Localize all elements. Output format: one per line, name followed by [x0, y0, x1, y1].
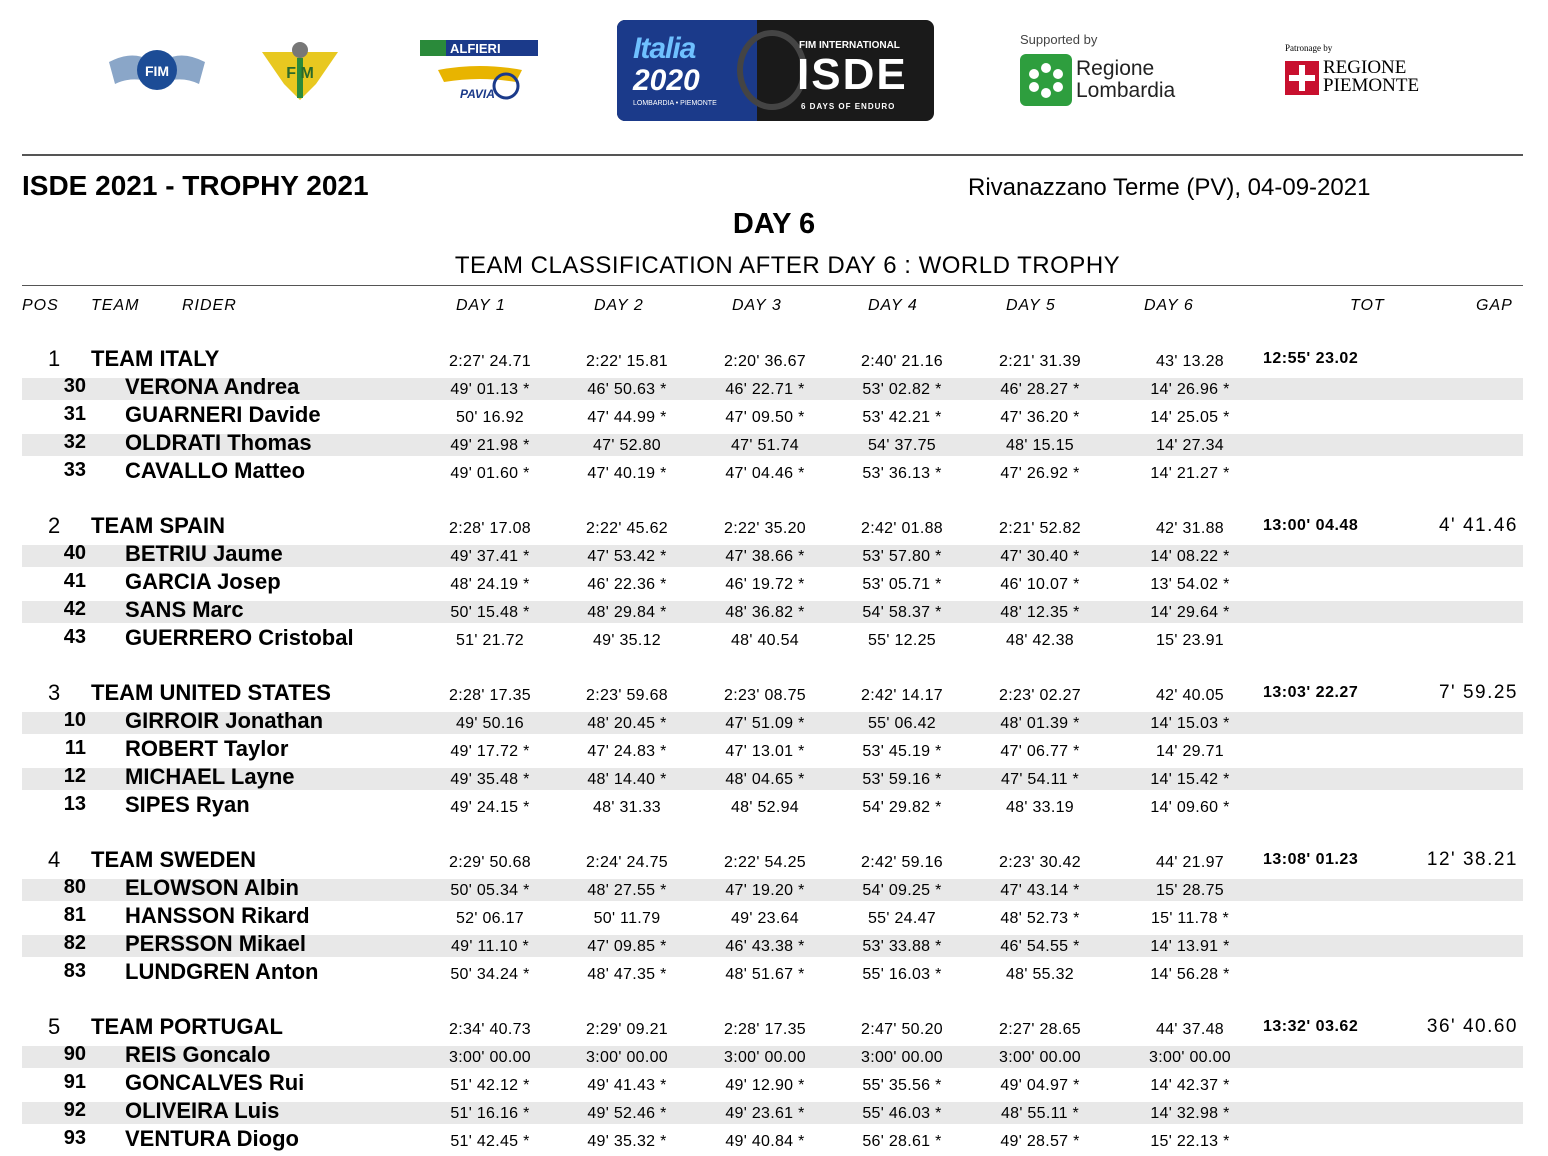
team-day6-time: 42' 40.05 — [1155, 687, 1225, 704]
rider-day6-time: 13' 54.02 * — [1150, 576, 1230, 593]
rider-day5-time: 48' 55.32 — [1005, 966, 1075, 983]
regione-piemonte-line1: REGIONE — [1323, 57, 1407, 78]
rider-day5-time: 48' 42.38 — [1005, 632, 1075, 649]
team-day5-time: 2:21' 31.39 — [999, 353, 1081, 370]
rider-day1-time: 49' 11.10 * — [450, 938, 530, 955]
rider-day4-time: 53' 05.71 * — [862, 576, 942, 593]
top-divider — [22, 154, 1523, 156]
team-day2-time: 2:22' 45.62 — [586, 520, 668, 537]
col-header-tot: TOT — [1350, 297, 1385, 314]
team-day1-time: 2:29' 50.68 — [449, 854, 531, 871]
rider-day4-time: 53' 42.21 * — [862, 409, 942, 426]
rider-day1-time: 3:00' 00.00 — [449, 1049, 531, 1066]
rider-number: 93 — [63, 1127, 86, 1149]
rider-day6-time: 15' 22.13 * — [1150, 1133, 1230, 1150]
rider-day6-time: 14' 08.22 * — [1150, 548, 1230, 565]
rider-day2-time: 47' 40.19 * — [587, 465, 667, 482]
rider-day5-time: 47' 36.20 * — [1000, 409, 1080, 426]
rider-day5-time: 47' 54.11 * — [1000, 771, 1080, 788]
team-total-time: 13:08' 01.23 — [1263, 851, 1359, 868]
team-day6-time: 44' 37.48 — [1155, 1021, 1225, 1038]
team-name: TEAM UNITED STATES — [91, 680, 331, 705]
team-position: 5 — [48, 1014, 61, 1039]
rider-day3-time: 47' 19.20 * — [725, 882, 805, 899]
rider-day6-time: 14' 25.05 * — [1150, 409, 1230, 426]
rider-day4-time: 53' 02.82 * — [862, 381, 942, 398]
team-day6-time: 42' 31.88 — [1155, 520, 1225, 537]
supported-by-text: Supported by — [1020, 32, 1098, 47]
rider-day4-time: 53' 33.88 * — [862, 938, 942, 955]
rider-name: SIPES Ryan — [125, 792, 250, 817]
rider-day5-time: 46' 54.55 * — [1000, 938, 1080, 955]
rider-name: ELOWSON Albin — [125, 875, 299, 900]
alfieri-text: ALFIERI — [450, 41, 501, 56]
rider-day4-time: 3:00' 00.00 — [861, 1049, 943, 1066]
rider-day1-time: 51' 21.72 — [455, 632, 525, 649]
rider-day1-time: 49' 21.98 * — [450, 437, 530, 454]
team-day1-time: 2:28' 17.08 — [449, 520, 531, 537]
rider-day6-time: 14' 42.37 * — [1150, 1077, 1230, 1094]
team-day6-time: 43' 13.28 — [1155, 353, 1225, 370]
rider-day6-time: 15' 11.78 * — [1150, 910, 1230, 927]
fim-logo — [107, 42, 207, 98]
lombardia-rose-icon — [1020, 54, 1072, 106]
team-name: TEAM SPAIN — [91, 513, 226, 538]
rider-day3-time: 46' 22.71 * — [725, 381, 805, 398]
rider-day2-time: 49' 35.12 — [592, 632, 662, 649]
rider-day4-time: 53' 59.16 * — [862, 771, 942, 788]
rider-number: 10 — [63, 709, 86, 731]
svg-text:FIM: FIM — [144, 63, 170, 79]
motoclub-pavia-alfieri-logo — [420, 38, 538, 104]
rider-name: OLDRATI Thomas — [125, 430, 312, 455]
team-position: 2 — [48, 513, 61, 538]
team-day5-time: 2:27' 28.65 — [999, 1021, 1081, 1038]
rider-day2-time: 47' 24.83 * — [587, 743, 667, 760]
rider-number: 13 — [63, 793, 86, 815]
team-day1-time: 2:27' 24.71 — [449, 353, 531, 370]
rider-day4-time: 54' 09.25 * — [862, 882, 942, 899]
rider-day6-time: 14' 26.96 * — [1150, 381, 1230, 398]
rider-day5-time: 46' 28.27 * — [1000, 381, 1080, 398]
rider-number: 81 — [63, 904, 86, 926]
team-day6-time: 44' 21.97 — [1155, 854, 1225, 871]
team-position: 1 — [48, 346, 61, 371]
rider-day4-time: 55' 16.03 * — [862, 966, 942, 983]
regione-piemonte-logo — [1283, 43, 1420, 98]
svg-text:F M: F M — [286, 65, 314, 82]
team-day3-time: 2:22' 54.25 — [724, 854, 806, 871]
rider-day5-time: 49' 28.57 * — [1000, 1133, 1080, 1150]
rider-day6-time: 3:00' 00.00 — [1149, 1049, 1231, 1066]
team-position: 3 — [48, 680, 61, 705]
rider-day1-time: 50' 05.34 * — [450, 882, 530, 899]
rider-day6-time: 15' 28.75 — [1155, 882, 1225, 899]
rider-day6-time: 15' 23.91 — [1155, 632, 1225, 649]
col-header-day6: DAY 6 — [1144, 297, 1194, 314]
rider-day1-time: 49' 37.41 * — [450, 548, 530, 565]
rider-number: 31 — [63, 403, 86, 425]
rider-day5-time: 47' 30.40 * — [1000, 548, 1080, 565]
rider-day5-time: 46' 10.07 * — [1000, 576, 1080, 593]
rider-number: 83 — [63, 960, 86, 982]
team-name: TEAM PORTUGAL — [91, 1014, 283, 1039]
regione-lombardia-line2: Lombardia — [1076, 79, 1176, 102]
rider-day1-time: 49' 01.60 * — [450, 465, 530, 482]
day-title: DAY 6 — [732, 208, 816, 240]
team-day2-time: 2:24' 24.75 — [586, 854, 668, 871]
rider-day4-time: 53' 45.19 * — [862, 743, 942, 760]
rider-day2-time: 48' 27.55 * — [587, 882, 667, 899]
rider-number: 43 — [63, 626, 86, 648]
isde-fim-text: FIM INTERNATIONAL — [799, 40, 900, 51]
rider-number: 90 — [63, 1043, 86, 1065]
col-header-pos: POS — [22, 297, 59, 314]
rider-day1-time: 49' 35.48 * — [450, 771, 530, 788]
rider-day4-time: 54' 29.82 * — [862, 799, 942, 816]
team-day4-time: 2:42' 59.16 — [861, 854, 943, 871]
isde-italia-text: Italia — [633, 32, 696, 65]
rider-day1-time: 51' 16.16 * — [450, 1105, 530, 1122]
rider-day6-time: 14' 15.03 * — [1150, 715, 1230, 732]
piemonte-shield-icon — [1285, 61, 1319, 95]
rider-name: GUERRERO Cristobal — [125, 625, 354, 650]
rider-day3-time: 48' 51.67 * — [725, 966, 805, 983]
team-day2-time: 2:23' 59.68 — [586, 687, 668, 704]
rider-day1-time: 48' 24.19 * — [450, 576, 530, 593]
rider-day2-time: 48' 20.45 * — [587, 715, 667, 732]
rider-day2-time: 48' 29.84 * — [587, 604, 667, 621]
rider-day6-time: 14' 29.71 — [1155, 743, 1225, 760]
rider-day6-time: 14' 09.60 * — [1150, 799, 1230, 816]
team-day5-time: 2:23' 30.42 — [999, 854, 1081, 871]
rider-day5-time: 47' 26.92 * — [1000, 465, 1080, 482]
team-name: TEAM SWEDEN — [91, 847, 256, 872]
rider-day3-time: 47' 13.01 * — [725, 743, 805, 760]
team-total-time: 13:03' 22.27 — [1263, 684, 1359, 701]
team-day3-time: 2:22' 35.20 — [724, 520, 806, 537]
isde-year-text: 2020 — [633, 64, 700, 97]
rider-name: HANSSON Rikard — [125, 903, 310, 928]
rider-day4-time: 56' 28.61 * — [862, 1133, 942, 1150]
regione-piemonte-line2: PIEMONTE — [1323, 75, 1420, 96]
rider-number: 32 — [63, 431, 86, 453]
rider-name: REIS Goncalo — [125, 1042, 271, 1067]
rider-name: GIRROIR Jonathan — [125, 708, 324, 733]
rider-day2-time: 3:00' 00.00 — [586, 1049, 668, 1066]
rider-day2-time: 47' 44.99 * — [587, 409, 667, 426]
rider-day6-time: 14' 27.34 — [1155, 437, 1225, 454]
rider-day6-time: 14' 13.91 * — [1150, 938, 1230, 955]
rider-day1-time: 50' 16.92 — [455, 409, 525, 426]
team-day4-time: 2:47' 50.20 — [861, 1021, 943, 1038]
regione-lombardia-logo — [1018, 32, 1208, 112]
rider-name: GONCALVES Rui — [125, 1070, 305, 1095]
rider-name: MICHAEL Layne — [125, 764, 295, 789]
rider-day3-time: 48' 40.54 — [730, 632, 800, 649]
rider-day2-time: 47' 52.80 — [592, 437, 662, 454]
team-day5-time: 2:21' 52.82 — [999, 520, 1081, 537]
rider-day3-time: 49' 40.84 * — [725, 1133, 805, 1150]
col-header-rider: RIDER — [182, 297, 237, 314]
rider-day4-time: 55' 46.03 * — [862, 1105, 942, 1122]
rider-day4-time: 55' 35.56 * — [862, 1077, 942, 1094]
rider-day3-time: 47' 09.50 * — [725, 409, 805, 426]
isde-italia-2020-logo — [617, 20, 934, 121]
rider-day6-time: 14' 56.28 * — [1150, 966, 1230, 983]
rider-day3-time: 47' 51.74 — [730, 437, 800, 454]
isde-days-text: 6 DAYS OF ENDURO — [801, 102, 896, 111]
rider-day1-time: 50' 15.48 * — [450, 604, 530, 621]
rider-number: 91 — [63, 1071, 86, 1093]
rider-number: 40 — [63, 542, 86, 564]
col-header-day5: DAY 5 — [1006, 297, 1056, 314]
rider-day1-time: 49' 01.13 * — [450, 381, 530, 398]
rider-name: GUARNERI Davide — [125, 402, 321, 427]
col-header-day2: DAY 2 — [594, 297, 644, 314]
rider-day5-time: 47' 43.14 * — [1000, 882, 1080, 899]
col-header-gap: GAP — [1476, 297, 1513, 314]
team-day1-time: 2:28' 17.35 — [449, 687, 531, 704]
rider-number: 33 — [63, 459, 86, 481]
rider-day3-time: 47' 51.09 * — [725, 715, 805, 732]
rider-day5-time: 48' 33.19 — [1005, 799, 1075, 816]
rider-day5-time: 48' 01.39 * — [1000, 715, 1080, 732]
header-divider — [22, 285, 1523, 286]
pavia-text: PAVIA — [460, 87, 495, 101]
rider-day6-time: 14' 15.42 * — [1150, 771, 1230, 788]
rider-day2-time: 48' 14.40 * — [587, 771, 667, 788]
rider-day6-time: 14' 21.27 * — [1150, 465, 1230, 482]
rider-day2-time: 47' 09.85 * — [587, 938, 667, 955]
rider-day1-time: 51' 42.45 * — [450, 1133, 530, 1150]
rider-day2-time: 49' 41.43 * — [587, 1077, 667, 1094]
team-gap: 36' 40.60 — [1426, 1016, 1518, 1037]
team-day2-time: 2:22' 15.81 — [586, 353, 668, 370]
rider-day3-time: 48' 52.94 — [730, 799, 800, 816]
team-day2-time: 2:29' 09.21 — [586, 1021, 668, 1038]
rider-name: BETRIU Jaume — [125, 541, 283, 566]
patronage-text: Patronage by — [1285, 43, 1333, 53]
rider-day3-time: 3:00' 00.00 — [724, 1049, 806, 1066]
rider-day6-time: 14' 29.64 * — [1150, 604, 1230, 621]
team-day4-time: 2:40' 21.16 — [861, 353, 943, 370]
rider-number: 92 — [63, 1099, 86, 1121]
rider-day2-time: 47' 53.42 * — [587, 548, 667, 565]
isde-big-text: ISDE — [797, 50, 908, 99]
rider-number: 41 — [63, 570, 86, 592]
rider-day5-time: 49' 04.97 * — [1000, 1077, 1080, 1094]
rider-day3-time: 48' 36.82 * — [725, 604, 805, 621]
rider-name: CAVALLO Matteo — [125, 458, 306, 483]
rider-day3-time: 46' 43.38 * — [725, 938, 805, 955]
rider-name: GARCIA Josep — [125, 569, 281, 594]
rider-day3-time: 49' 23.61 * — [725, 1105, 805, 1122]
rider-day1-time: 49' 17.72 * — [450, 743, 530, 760]
team-day4-time: 2:42' 14.17 — [861, 687, 943, 704]
team-name: TEAM ITALY — [91, 346, 220, 371]
team-day4-time: 2:42' 01.88 — [861, 520, 943, 537]
team-day3-time: 2:20' 36.67 — [724, 353, 806, 370]
rider-day2-time: 48' 47.35 * — [587, 966, 667, 983]
team-day1-time: 2:34' 40.73 — [449, 1021, 531, 1038]
event-title: ISDE 2021 - TROPHY 2021 — [22, 170, 369, 201]
rider-name: PERSSON Mikael — [125, 931, 306, 956]
rider-number: 12 — [63, 765, 86, 787]
team-total-time: 13:32' 03.62 — [1263, 1018, 1359, 1035]
rider-number: 30 — [63, 375, 86, 397]
rider-day2-time: 50' 11.79 — [593, 910, 661, 927]
rider-day4-time: 55' 12.25 — [867, 632, 937, 649]
fmi-logo — [260, 38, 340, 102]
rider-number: 80 — [63, 876, 86, 898]
rider-name: LUNDGREN Anton — [125, 959, 319, 984]
rider-day3-time: 49' 12.90 * — [725, 1077, 805, 1094]
rider-day3-time: 47' 38.66 * — [725, 548, 805, 565]
col-header-day1: DAY 1 — [456, 297, 506, 314]
event-place-date: Rivanazzano Terme (PV), 04-09-2021 — [968, 174, 1371, 201]
rider-day6-time: 14' 32.98 * — [1150, 1105, 1230, 1122]
rider-day5-time: 47' 06.77 * — [1000, 743, 1080, 760]
isde-region-text: LOMBARDIA • PIEMONTE — [633, 100, 717, 107]
rider-day5-time: 48' 55.11 * — [1000, 1105, 1080, 1122]
col-header-team: TEAM — [91, 297, 140, 314]
team-gap: 4' 41.46 — [1438, 515, 1518, 536]
rider-day3-time: 48' 04.65 * — [725, 771, 805, 788]
rider-number: 42 — [63, 598, 86, 620]
rider-number: 11 — [64, 737, 86, 759]
rider-day5-time: 3:00' 00.00 — [999, 1049, 1081, 1066]
rider-day1-time: 52' 06.17 — [455, 910, 525, 927]
rider-day4-time: 55' 24.47 — [867, 910, 937, 927]
team-total-time: 13:00' 04.48 — [1263, 517, 1359, 534]
rider-name: VERONA Andrea — [125, 374, 300, 399]
regione-lombardia-line1: Regione — [1076, 57, 1155, 80]
rider-day3-time: 49' 23.64 — [730, 910, 800, 927]
rider-day2-time: 46' 22.36 * — [587, 576, 667, 593]
rider-day1-time: 49' 24.15 * — [450, 799, 530, 816]
classification-title: TEAM CLASSIFICATION AFTER DAY 6 : WORLD TROPHY — [454, 252, 1121, 279]
rider-number: 82 — [63, 932, 86, 954]
team-total-time: 12:55' 23.02 — [1263, 350, 1359, 367]
rider-name: SANS Marc — [125, 597, 244, 622]
rider-day5-time: 48' 15.15 — [1005, 437, 1075, 454]
rider-day1-time: 50' 34.24 * — [450, 966, 530, 983]
col-header-day3: DAY 3 — [732, 297, 782, 314]
rider-day2-time: 46' 50.63 * — [587, 381, 667, 398]
rider-day2-time: 49' 35.32 * — [587, 1133, 667, 1150]
team-day3-time: 2:23' 08.75 — [724, 687, 806, 704]
team-day3-time: 2:28' 17.35 — [724, 1021, 806, 1038]
team-gap: 12' 38.21 — [1426, 849, 1518, 870]
rider-day4-time: 54' 37.75 — [867, 437, 937, 454]
rider-day1-time: 49' 50.16 — [455, 715, 525, 732]
rider-day2-time: 49' 52.46 * — [587, 1105, 667, 1122]
rider-day2-time: 48' 31.33 — [592, 799, 662, 816]
rider-name: VENTURA Diogo — [125, 1126, 299, 1151]
rider-day4-time: 53' 36.13 * — [862, 465, 942, 482]
team-day5-time: 2:23' 02.27 — [999, 687, 1081, 704]
rider-day1-time: 51' 42.12 * — [450, 1077, 530, 1094]
rider-day4-time: 54' 58.37 * — [862, 604, 942, 621]
rider-day4-time: 55' 06.42 — [867, 715, 937, 732]
rider-day4-time: 53' 57.80 * — [862, 548, 942, 565]
col-header-day4: DAY 4 — [868, 297, 918, 314]
team-position: 4 — [48, 847, 61, 872]
rider-name: ROBERT Taylor — [125, 736, 289, 761]
team-gap: 7' 59.25 — [1438, 682, 1518, 703]
rider-day3-time: 46' 19.72 * — [725, 576, 805, 593]
rider-day5-time: 48' 52.73 * — [1000, 910, 1080, 927]
rider-day5-time: 48' 12.35 * — [1000, 604, 1080, 621]
rider-name: OLIVEIRA Luis — [125, 1098, 280, 1123]
rider-day3-time: 47' 04.46 * — [725, 465, 805, 482]
